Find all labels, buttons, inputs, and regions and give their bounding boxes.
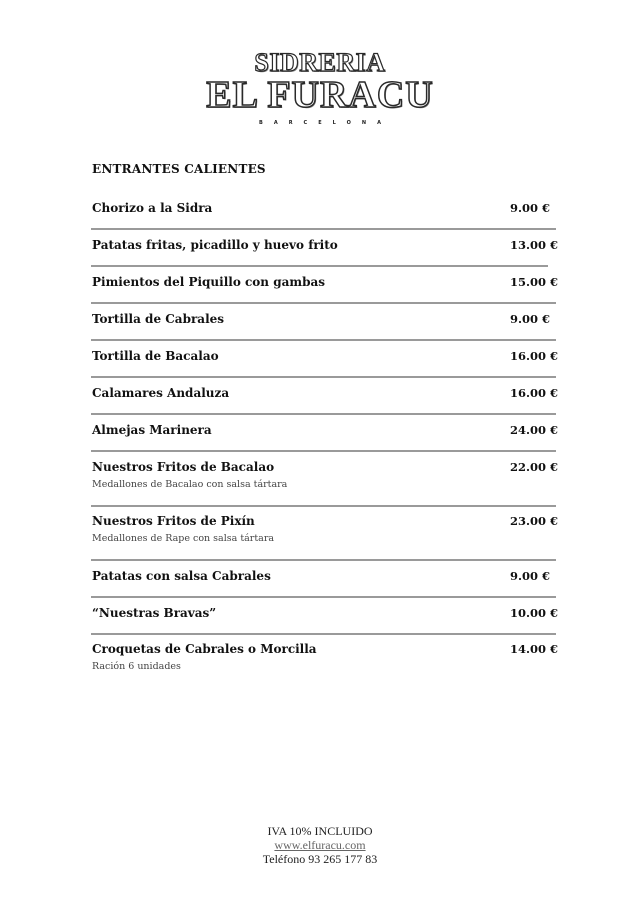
item-description: Medallones de Rape con salsa tártara xyxy=(92,533,275,544)
item-name: Tortilla de Bacalao xyxy=(92,349,219,363)
item-price: 9.00 € xyxy=(510,312,551,326)
item-name: Calamares Andaluza xyxy=(92,386,230,400)
website-link[interactable]: www.elfuracu.com xyxy=(274,838,366,852)
divider xyxy=(91,376,556,378)
logo-el-furacu: EL FURACU xyxy=(206,74,434,116)
item-price: 14.00 € xyxy=(510,642,559,656)
item-name: Almejas Marinera xyxy=(92,423,212,437)
item-price: 13.00 € xyxy=(510,238,559,252)
item-price: 22.00 € xyxy=(510,460,559,474)
divider xyxy=(91,505,556,507)
item-name: Patatas con salsa Cabrales xyxy=(92,569,271,583)
logo-city: BARCELONA xyxy=(259,120,392,126)
divider xyxy=(91,633,556,635)
item-price: 16.00 € xyxy=(510,386,559,400)
item-name: Tortilla de Cabrales xyxy=(92,312,225,326)
phone-number: Teléfono 93 265 177 83 xyxy=(262,852,378,866)
divider xyxy=(91,413,556,415)
item-name: “Nuestras Bravas” xyxy=(92,606,217,620)
footer xyxy=(0,824,640,866)
divider xyxy=(91,302,556,304)
item-name: Pimientos del Piquillo con gambas xyxy=(92,275,325,289)
item-name: Nuestros Fritos de Bacalao xyxy=(92,460,275,474)
divider xyxy=(91,450,556,452)
item-description: Medallones de Bacalao con salsa tártara xyxy=(92,479,288,490)
restaurant-logo xyxy=(0,48,640,126)
item-price: 10.00 € xyxy=(510,606,559,620)
item-name: Chorizo a la Sidra xyxy=(92,201,213,215)
item-price: 16.00 € xyxy=(510,349,559,363)
item-description: Ración 6 unidades xyxy=(92,661,181,672)
item-price: 23.00 € xyxy=(510,514,559,528)
divider xyxy=(91,559,556,561)
item-name: Patatas fritas, picadillo y huevo frito xyxy=(92,238,338,252)
section-title: ENTRANTES CALIENTES xyxy=(92,162,266,176)
divider xyxy=(91,265,548,267)
tax-note: IVA 10% INCLUIDO xyxy=(267,824,373,838)
logo-sidreria: SIDRERIA xyxy=(254,48,386,77)
item-price: 9.00 € xyxy=(510,201,551,215)
item-price: 15.00 € xyxy=(510,275,559,289)
divider xyxy=(91,339,556,341)
divider xyxy=(91,228,556,230)
item-name: Croquetas de Cabrales o Morcilla xyxy=(92,642,317,656)
item-price: 9.00 € xyxy=(510,569,551,583)
item-price: 24.00 € xyxy=(510,423,559,437)
divider xyxy=(91,596,556,598)
item-name: Nuestros Fritos de Pixín xyxy=(92,514,255,528)
